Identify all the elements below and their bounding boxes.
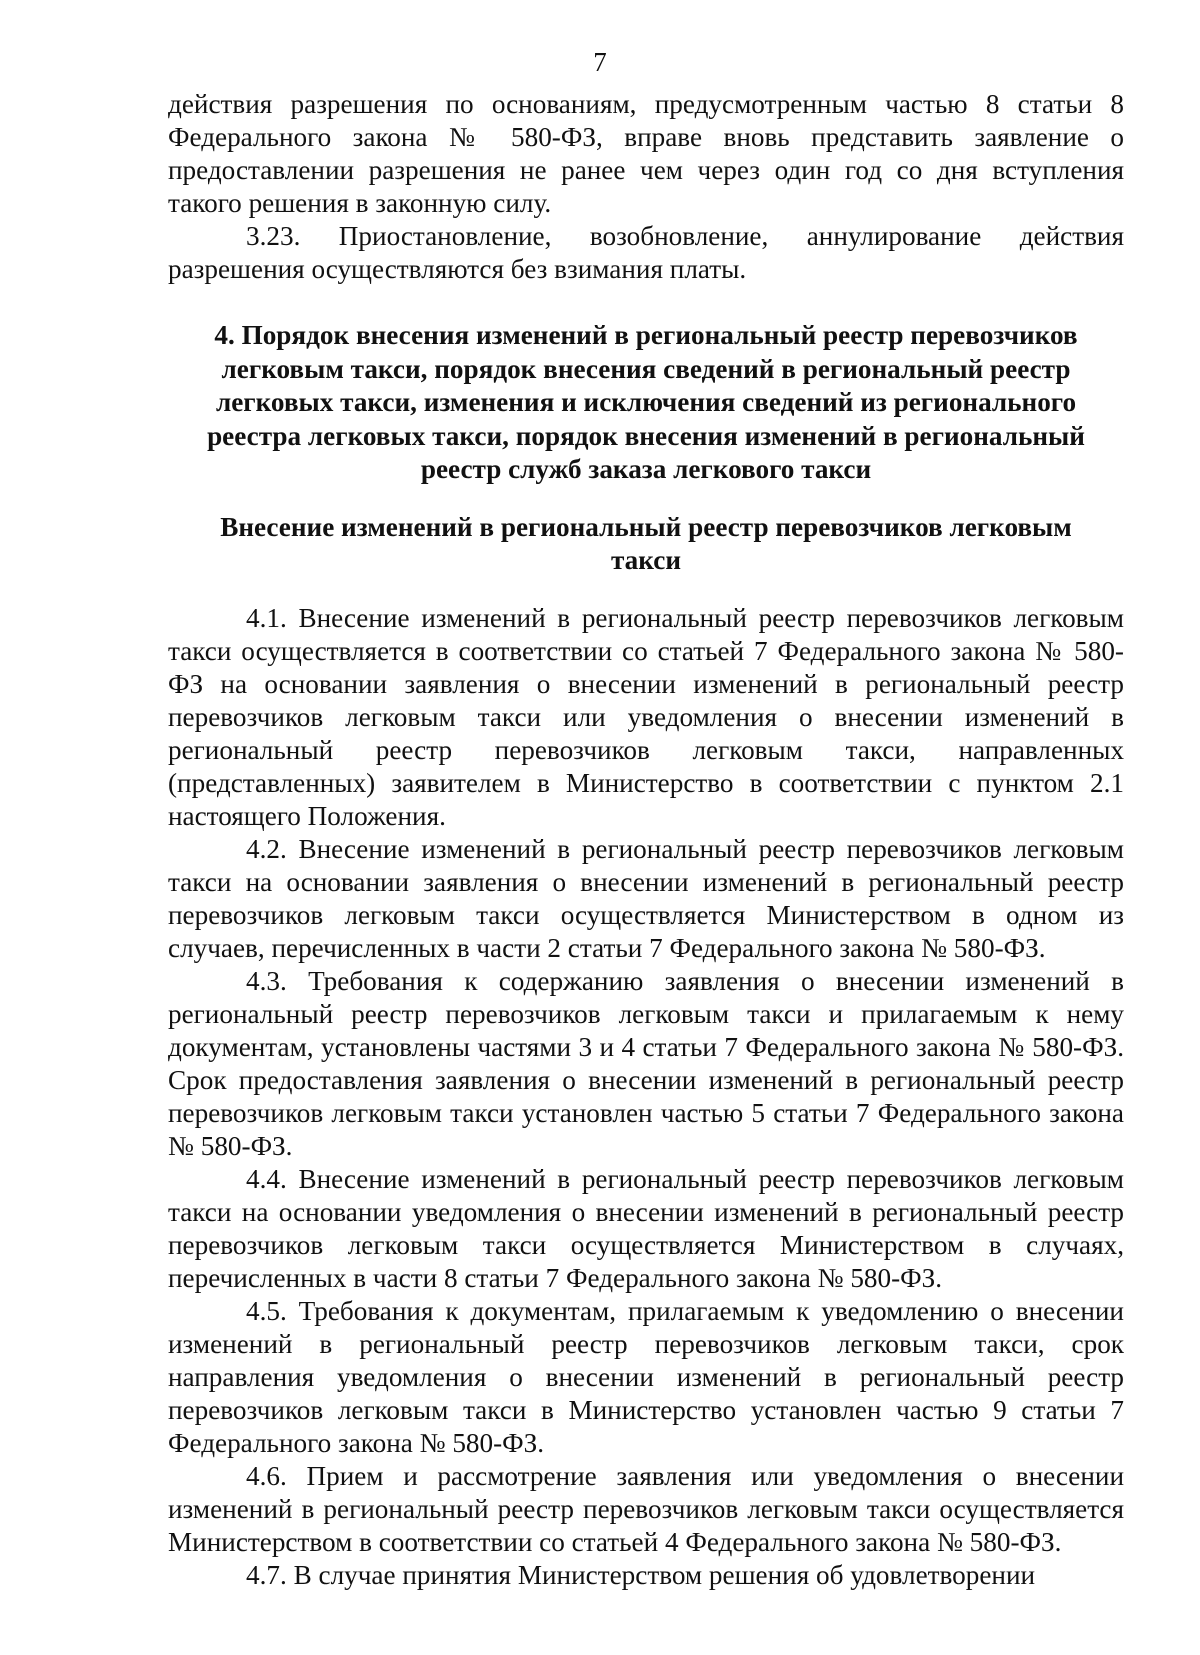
paragraph-3-23: 3.23. Приостановление, возобновление, аннулирование действия разрешения осуществляются без взимания платы. <box>168 221 1124 284</box>
subsection-title: Внесение изменений в региональный реестр перевозчиков легковым такси <box>220 511 1072 575</box>
paragraph-4-4: 4.4. Внесение изменений в региональный реестр перевозчиков легковым такси на основании уведомления о внесении изменений в региональный реестр перевозчиков легковым такси осуществляется Министерством в случаях, перечисленных в части 8 статьи 7 Федерального закона № 580-ФЗ. <box>168 1163 1124 1293</box>
intro-paragraph-continued: действия разрешения по основаниям, предусмотренным частью 8 статьи 8 Федерального закона № 580-ФЗ, вправе вновь представить заявление о предоставлении разрешения не ранее чем через один год со дня вступления такого решения в законную силу. <box>168 89 1124 218</box>
paragraph-4-2: 4.2. Внесение изменений в региональный реестр перевозчиков легковым такси на основании заявления о внесении изменений в региональный реестр перевозчиков легковым такси осуществляется Министерством в одном из случаев, перечисленных в части 2 статьи 7 Федерального закона № 580-ФЗ. <box>168 833 1124 963</box>
paragraph-4-7: 4.7. В случае принятия Министерством решения об удовлетворении <box>246 1559 1036 1590</box>
paragraph-4-3: 4.3. Требования к содержанию заявления о внесении изменений в региональный реестр перевозчиков легковым такси и прилагаемым к нему документам, установлены частями 3 и 4 статьи 7 Федерального закона № 580-ФЗ. Срок предоставления заявления о внесении изменений в региональный реестр перевозчиков легковым такси установлен частью 5 статьи 7 Федерального закона № 580-ФЗ. <box>168 965 1124 1161</box>
document-body <box>168 88 1124 1592</box>
paragraph-4-5: 4.5. Требования к документам, прилагаемым к уведомлению о внесении изменений в региональный реестр перевозчиков легковым такси, срок направления уведомления о внесении изменений в региональный реестр перевозчиков легковым такси в Министерство установлен частью 9 статьи 7 Федерального закона № 580-ФЗ. <box>168 1295 1124 1458</box>
page-number: 7 <box>593 47 607 77</box>
section-title: 4. Порядок внесения изменений в региональный реестр перевозчиков легковым такси, порядок внесения сведений в региональный реестр легковых такси, изменения и исключения сведений из регионального реестра легковых такси, порядок внесения изменений в региональный реестр служб заказа легкового такси <box>207 320 1085 484</box>
paragraph-4-1: 4.1. Внесение изменений в региональный реестр перевозчиков легковым такси осуществляется в соответствии со статьей 7 Федерального закона № 580-ФЗ на основании заявления о внесении изменений в региональный реестр перевозчиков легковым такси или уведомления о внесении изменений в региональный реестр перевозчиков легковым такси, направленных (представленных) заявителем в Министерство в соответствии с пунктом 2.1 настоящего Положения. <box>168 602 1124 831</box>
paragraph-4-6: 4.6. Прием и рассмотрение заявления или уведомления о внесении изменений в региональный реестр перевозчиков легковым такси осуществляется Министерством в соответствии со статьей 4 Федерального закона № 580-ФЗ. <box>168 1460 1124 1557</box>
